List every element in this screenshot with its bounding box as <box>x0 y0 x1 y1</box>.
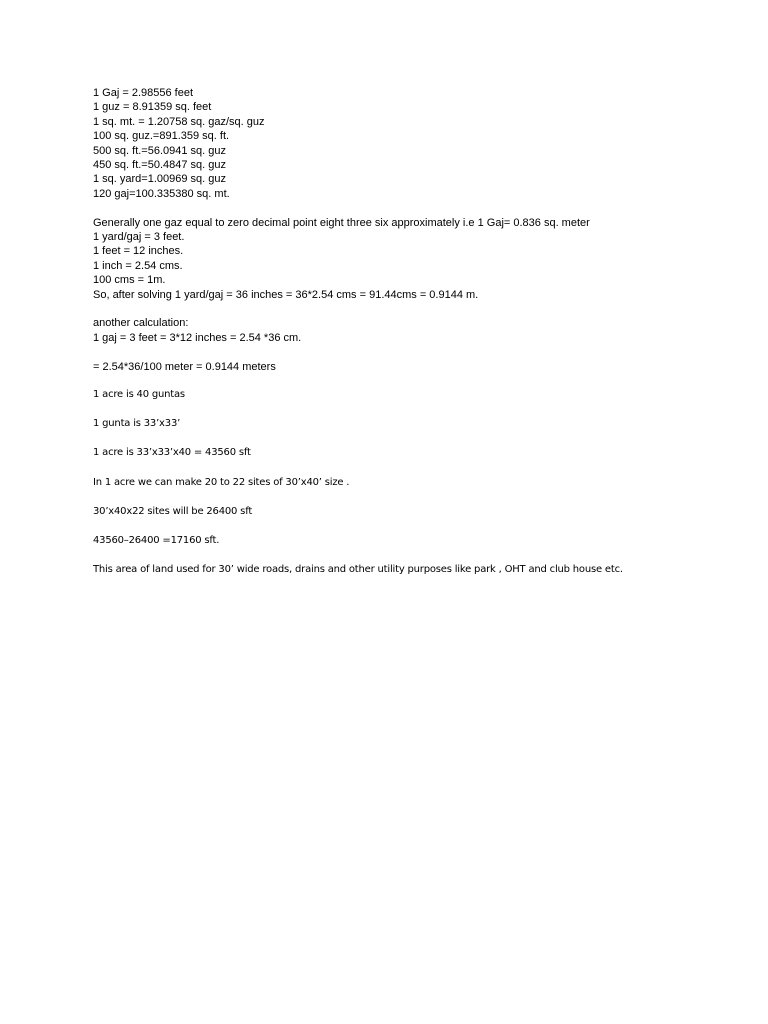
document-content <box>93 86 743 592</box>
conversion-line: 500 sq. ft.=56.0941 sq. guz <box>93 144 227 157</box>
explanation-block <box>93 216 743 302</box>
acre-note: 30’x40x22 sites will be 26400 sft <box>93 505 253 517</box>
acre-note: 1 acre is 33’x33’x40 = 43560 sft <box>93 447 251 459</box>
conversion-line: 1 Gaj = 2.98556 feet <box>93 87 193 99</box>
result-line: = 2.54*36/100 meter = 0.9144 meters <box>93 360 276 373</box>
paragraph-gap <box>93 201 743 215</box>
another-calculation-line: 1 gaj = 3 feet = 3*12 inches = 2.54 *36 cm. <box>93 331 302 344</box>
result-block <box>93 360 743 374</box>
conversion-line: 450 sq. ft.=50.4847 sq. guz <box>93 159 227 172</box>
another-calculation-line: another calculation: <box>93 317 189 330</box>
conversion-list <box>93 86 743 201</box>
conversion-line: 100 sq. guz.=891.359 sq. ft. <box>93 130 230 143</box>
acre-note: 1 acre is 40 guntas <box>93 389 185 401</box>
explanation-line: 1 yard/gaj = 3 feet. <box>93 231 185 244</box>
acre-note: This area of land used for 30’ wide roads, drains and other utility purposes like park , OHT and club house etc. <box>93 564 623 576</box>
explanation-line: So, after solving 1 yard/gaj = 36 inches = 36*2.54 cms = 91.44cms = 0.9144 m. <box>93 288 479 301</box>
paragraph-gap <box>93 345 743 359</box>
explanation-line: 1 inch = 2.54 cms. <box>93 259 183 272</box>
explanation-line: Generally one gaz equal to zero decimal point eight three six approximately i.e 1 Gaj= 0.836 sq. meter <box>93 216 590 229</box>
acre-note: 43560–26400 =17160 sft. <box>93 535 220 547</box>
conversion-line: 1 sq. yard=1.00969 sq. guz <box>93 173 227 186</box>
another-calculation-block <box>93 316 743 345</box>
explanation-line: 1 feet = 12 inches. <box>93 245 184 258</box>
acre-notes <box>93 388 743 577</box>
acre-note: In 1 acre we can make 20 to 22 sites of 30’x40’ size . <box>93 476 350 488</box>
conversion-line: 120 gaj=100.335380 sq. mt. <box>93 187 230 200</box>
explanation-line: 100 cms = 1m. <box>93 274 166 287</box>
conversion-line: 1 guz = 8.91359 sq. feet <box>93 101 212 114</box>
conversion-line: 1 sq. mt. = 1.20758 sq. gaz/sq. guz <box>93 115 265 128</box>
acre-note: 1 gunta is 33’x33’ <box>93 418 181 430</box>
paragraph-gap <box>93 302 743 316</box>
